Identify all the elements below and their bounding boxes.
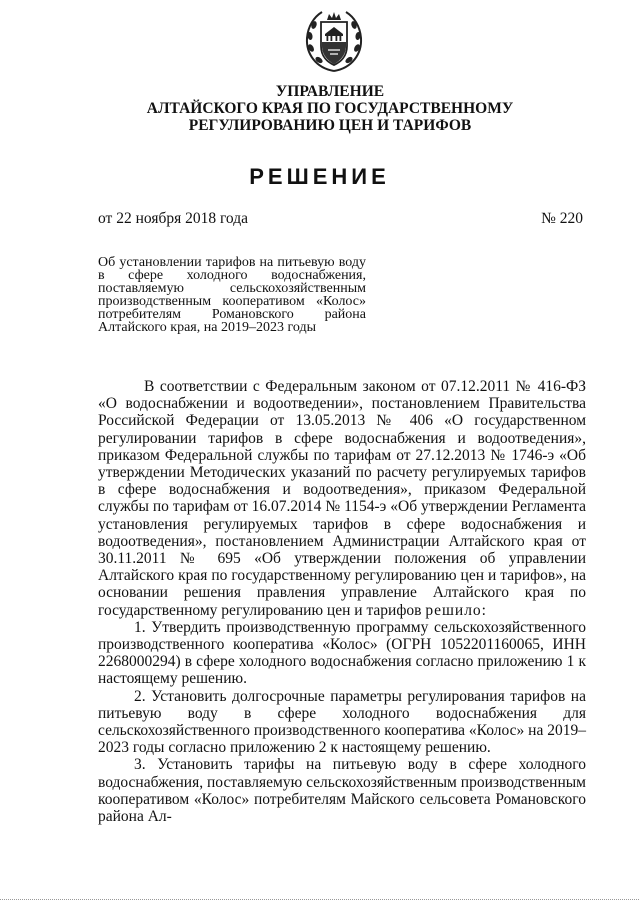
resolution-item-2: 2. Установить долгосрочные параметры регулирования тарифов на питьевую воду в сфере холодного водоснабжения для сельскохозяйственного производственного кооператива «Колос» на 2019–2023 годы согласно приложению 2 к настоящему решению.	[98, 687, 586, 757]
header-line-1: УПРАВЛЕНИЕ	[275, 83, 385, 100]
document-date: от 22 ноября 2018 года	[98, 210, 249, 227]
preamble-text: В соответствии с Федеральным законом от 07.12.2011 № 416-ФЗ «О водоснабжении и водоотведении», постановлением Правительства Российской Федерации от 13.05.2013 № 406 «О государственном регулировании тарифов в сфере водоснабжения и водоотведения», приказом Федеральной службы по тарифам от 27.12.2013 № 1746-э «Об утверждении Методических указаний по расчету регулируемых тарифов в сфере водоснабжения и водоотведения», приказом Федеральной службы по тарифам от 16.07.2014 № 1154-э «Об утверждении Регламента установления регулируемых тарифов в сфере водоснабжения и водоотведения», постановлением Администрации Алтайского края от 30.11.2011 № 695 «Об утверждении положения об управлении Алтайского края по государственному регулированию цен и тарифов», на основании решения правления управление Алтайского края по государственному регулированию цен и тарифов	[98, 378, 586, 619]
document-body	[98, 378, 586, 825]
preamble-paragraph	[98, 378, 586, 619]
header-line-3: РЕГУЛИРОВАНИЮ ЦЕН И ТАРИФОВ	[188, 117, 472, 134]
page-bottom-edge	[0, 899, 639, 900]
document-title: РЕШЕНИЕ	[249, 164, 390, 189]
decided-word: решило:	[425, 601, 487, 619]
issuing-authority-header	[90, 83, 570, 134]
header-line-2: АЛТАЙСКОГО КРАЯ ПО ГОСУДАРСТВЕННОМУ	[146, 100, 514, 117]
document-subject: Об установлении тарифов на питьевую воду в сфере холодного водоснабжения, поставляемую сельскохозяйственным производственным кооперативом «Колос» потребителям Романовского района Алтайского края, на 2019–2023 годы	[98, 255, 366, 335]
coat-of-arms-emblem	[302, 8, 366, 74]
resolution-item-3: 3. Установить тарифы на питьевую воду в сфере холодного водоснабжения, поставляемую сельскохозяйственным производственным кооперативом «Колос» потребителям Майского сельсовета Романовского района Ал-	[98, 756, 586, 826]
document-number: № 220	[541, 210, 583, 227]
resolution-item-1: 1. Утвердить производственную программу сельскохозяйственного производственного кооператива «Колос» (ОГРН 1052201160065, ИНН 2268000294) в сфере холодного водоснабжения согласно приложению 1 к настоящему решению.	[98, 618, 586, 688]
